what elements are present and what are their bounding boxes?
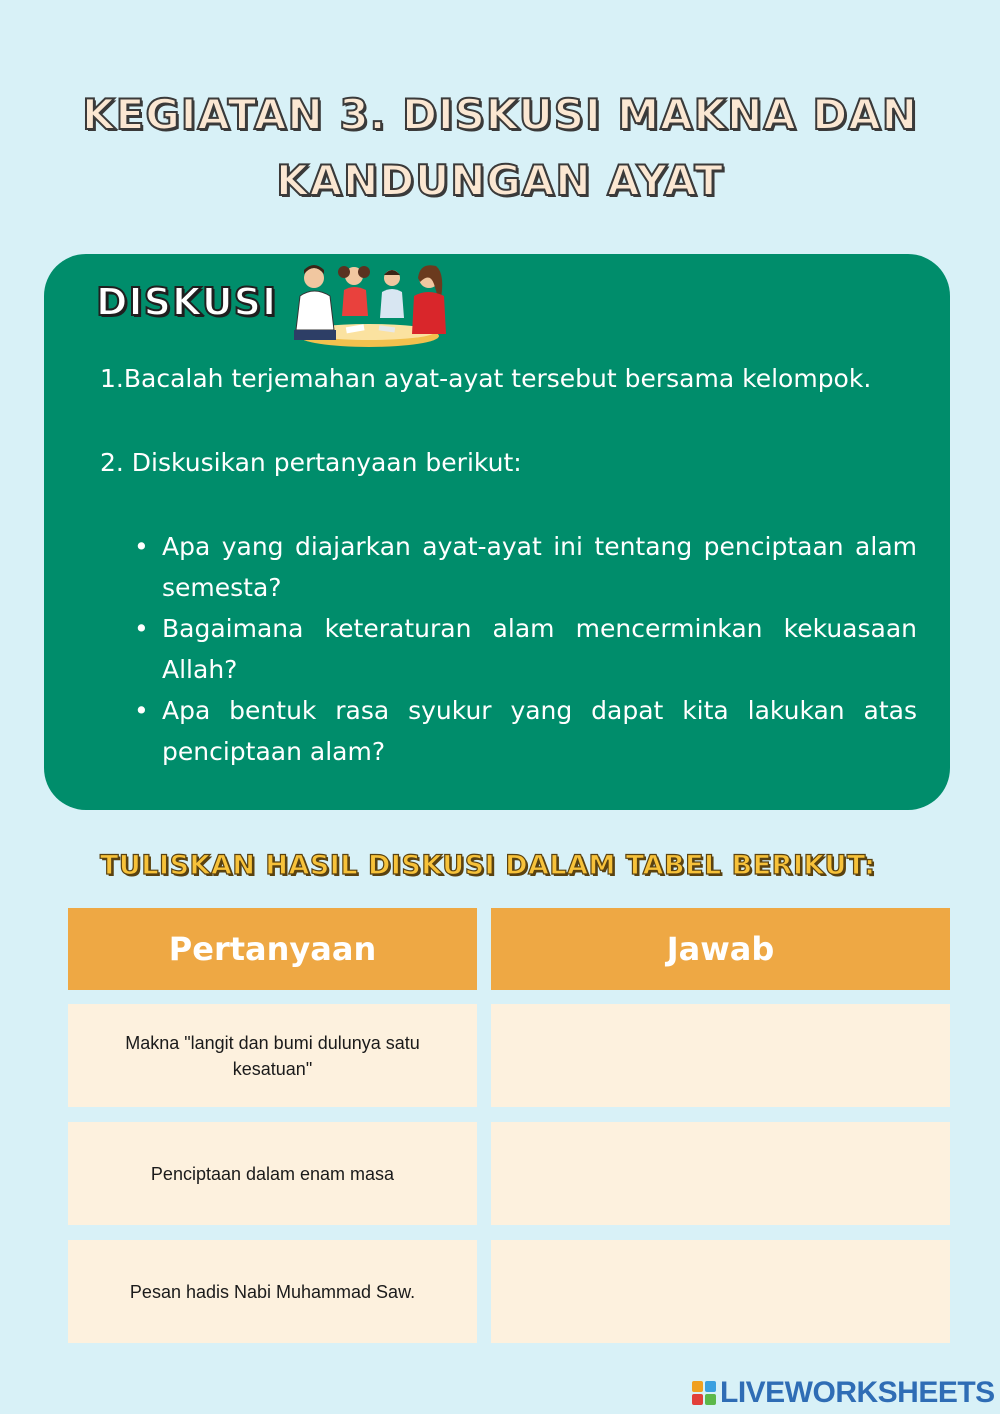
question-cell-3: Pesan hadis Nabi Muhammad Saw. xyxy=(68,1240,477,1343)
brand-text: LIVEWORKSHEETS xyxy=(720,1376,995,1409)
answer-input-2[interactable] xyxy=(507,1127,934,1220)
question-list xyxy=(134,526,917,772)
answer-cell-3[interactable] xyxy=(491,1240,950,1343)
question-item xyxy=(134,526,917,608)
bullet-icon: • xyxy=(134,614,149,643)
answer-input-1[interactable] xyxy=(507,1009,934,1102)
question-text: Bagaimana keteraturan alam mencerminkan kekuasaan Allah? xyxy=(162,614,917,684)
answer-cell-1[interactable] xyxy=(491,1004,950,1107)
liveworksheets-brand[interactable] xyxy=(692,1376,995,1410)
instruction-step-2: 2. Diskusikan pertanyaan berikut: xyxy=(100,448,522,477)
table-header-jawab: Jawab xyxy=(491,908,950,990)
answer-input-3[interactable] xyxy=(507,1245,934,1338)
question-item xyxy=(134,690,917,772)
table-heading: TULISKAN HASIL DISKUSI DALAM TABEL BERIKUT: xyxy=(100,850,876,881)
answer-cell-2[interactable] xyxy=(491,1122,950,1225)
bullet-icon: • xyxy=(134,532,149,561)
liveworksheets-logo-icon xyxy=(692,1381,716,1405)
page-title xyxy=(80,82,920,214)
page-title-line-1: KEGIATAN 3. DISKUSI MAKNA DAN xyxy=(82,90,918,139)
question-text: Apa bentuk rasa syukur yang dapat kita lakukan atas penciptaan alam? xyxy=(162,696,917,766)
discussion-card xyxy=(44,254,950,810)
page-title-line-2: KANDUNGAN AYAT xyxy=(276,156,724,205)
question-cell-2: Penciptaan dalam enam masa xyxy=(68,1122,477,1225)
group-discussion-illustration xyxy=(284,260,449,350)
question-item xyxy=(134,608,917,690)
card-heading: DISKUSI xyxy=(96,280,278,324)
question-text: Apa yang diajarkan ayat-ayat ini tentang penciptaan alam semesta? xyxy=(162,532,917,602)
instruction-step-1: 1.Bacalah terjemahan ayat-ayat tersebut bersama kelompok. xyxy=(100,364,872,393)
table-header-pertanyaan: Pertanyaan xyxy=(68,908,477,990)
question-cell-1: Makna "langit dan bumi dulunya satu kesatuan" xyxy=(68,1004,477,1107)
bullet-icon: • xyxy=(134,696,149,725)
